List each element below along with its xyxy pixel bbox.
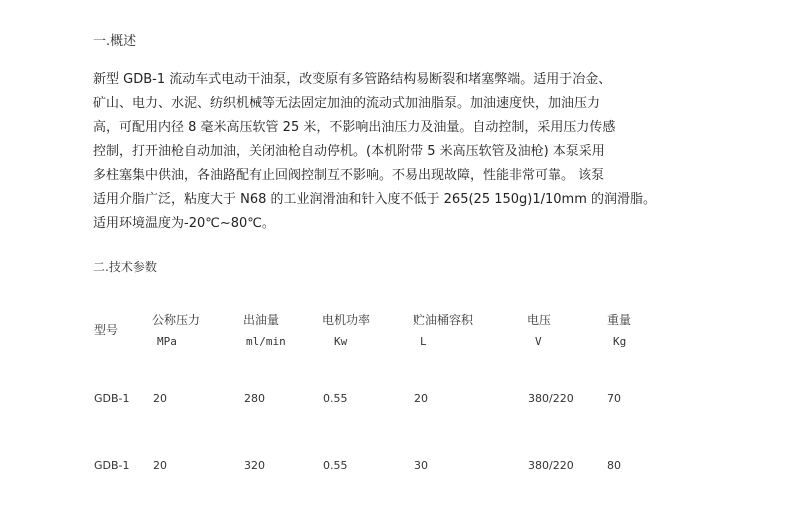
table-header-unit: L <box>420 335 427 348</box>
table-cell: 30 <box>414 459 428 472</box>
table-header-unit: MPa <box>157 335 177 348</box>
table-cell: 70 <box>607 392 621 405</box>
table-header-unit: Kw <box>334 335 348 348</box>
table-header-cell: 电压 <box>527 313 552 327</box>
table-header-cell: 出油量 <box>243 313 280 327</box>
table-cell: 320 <box>244 459 265 472</box>
table-header-cell: 公称压力 <box>152 313 201 327</box>
table-cell: 20 <box>414 392 428 405</box>
table-header-model: 型号 <box>94 323 119 337</box>
table-header-cell: 贮油桶容积 <box>413 313 474 327</box>
table-cell: 380/220 <box>528 459 574 472</box>
table-cell: 20 <box>153 392 167 405</box>
section-title-tech-params: 二.技术参数 <box>93 260 157 274</box>
section-title-overview: 一.概述 <box>93 34 137 49</box>
table-cell: 20 <box>153 459 167 472</box>
paragraph-line: 适用环境温度为-20℃~80℃。 <box>93 216 275 231</box>
paragraph-line: 矿山、电力、水泥、纺织机械等无法固定加油的流动式加油脂泵。加油速度快，加油压力 <box>93 96 601 111</box>
table-header-unit: V <box>535 335 542 348</box>
table-cell: 380/220 <box>528 392 574 405</box>
table-header-cell: 重量 <box>607 313 632 327</box>
table-cell-model: GDB-1 <box>94 392 130 405</box>
paragraph-line: 高，可配用内径 8 毫米高压软管 25 米，不影响出油压力及油量。自动控制，采用压力传感 <box>93 120 616 135</box>
paragraph-line: 多柱塞集中供油，各油路配有止回阀控制互不影响。不易出现故障，性能非常可靠。 该泵 <box>93 168 605 183</box>
table-cell: 280 <box>244 392 265 405</box>
paragraph-line: 新型 GDB-1 流动车式电动干油泵，改变原有多管路结构易断裂和堵塞弊端。适用于冶金、 <box>93 72 612 87</box>
table-header-cell: 电机功率 <box>322 313 371 327</box>
table-header-unit: Kg <box>613 335 627 348</box>
overview-paragraph <box>93 68 733 236</box>
table-cell: 80 <box>607 459 621 472</box>
table-cell-model: GDB-1 <box>94 459 130 472</box>
table-cell: 0.55 <box>323 392 348 405</box>
paragraph-line: 适用介脂广泛，粘度大于 N68 的工业润滑油和针入度不低于 265(25 150g)1/10mm 的润滑脂。 <box>93 192 657 207</box>
table-cell: 0.55 <box>323 459 348 472</box>
table-header-unit: ml/min <box>246 335 286 348</box>
paragraph-line: 控制，打开油枪自动加油，关闭油枪自动停机。(本机附带 5 米高压软管及油枪) 本泵采用 <box>93 144 605 159</box>
